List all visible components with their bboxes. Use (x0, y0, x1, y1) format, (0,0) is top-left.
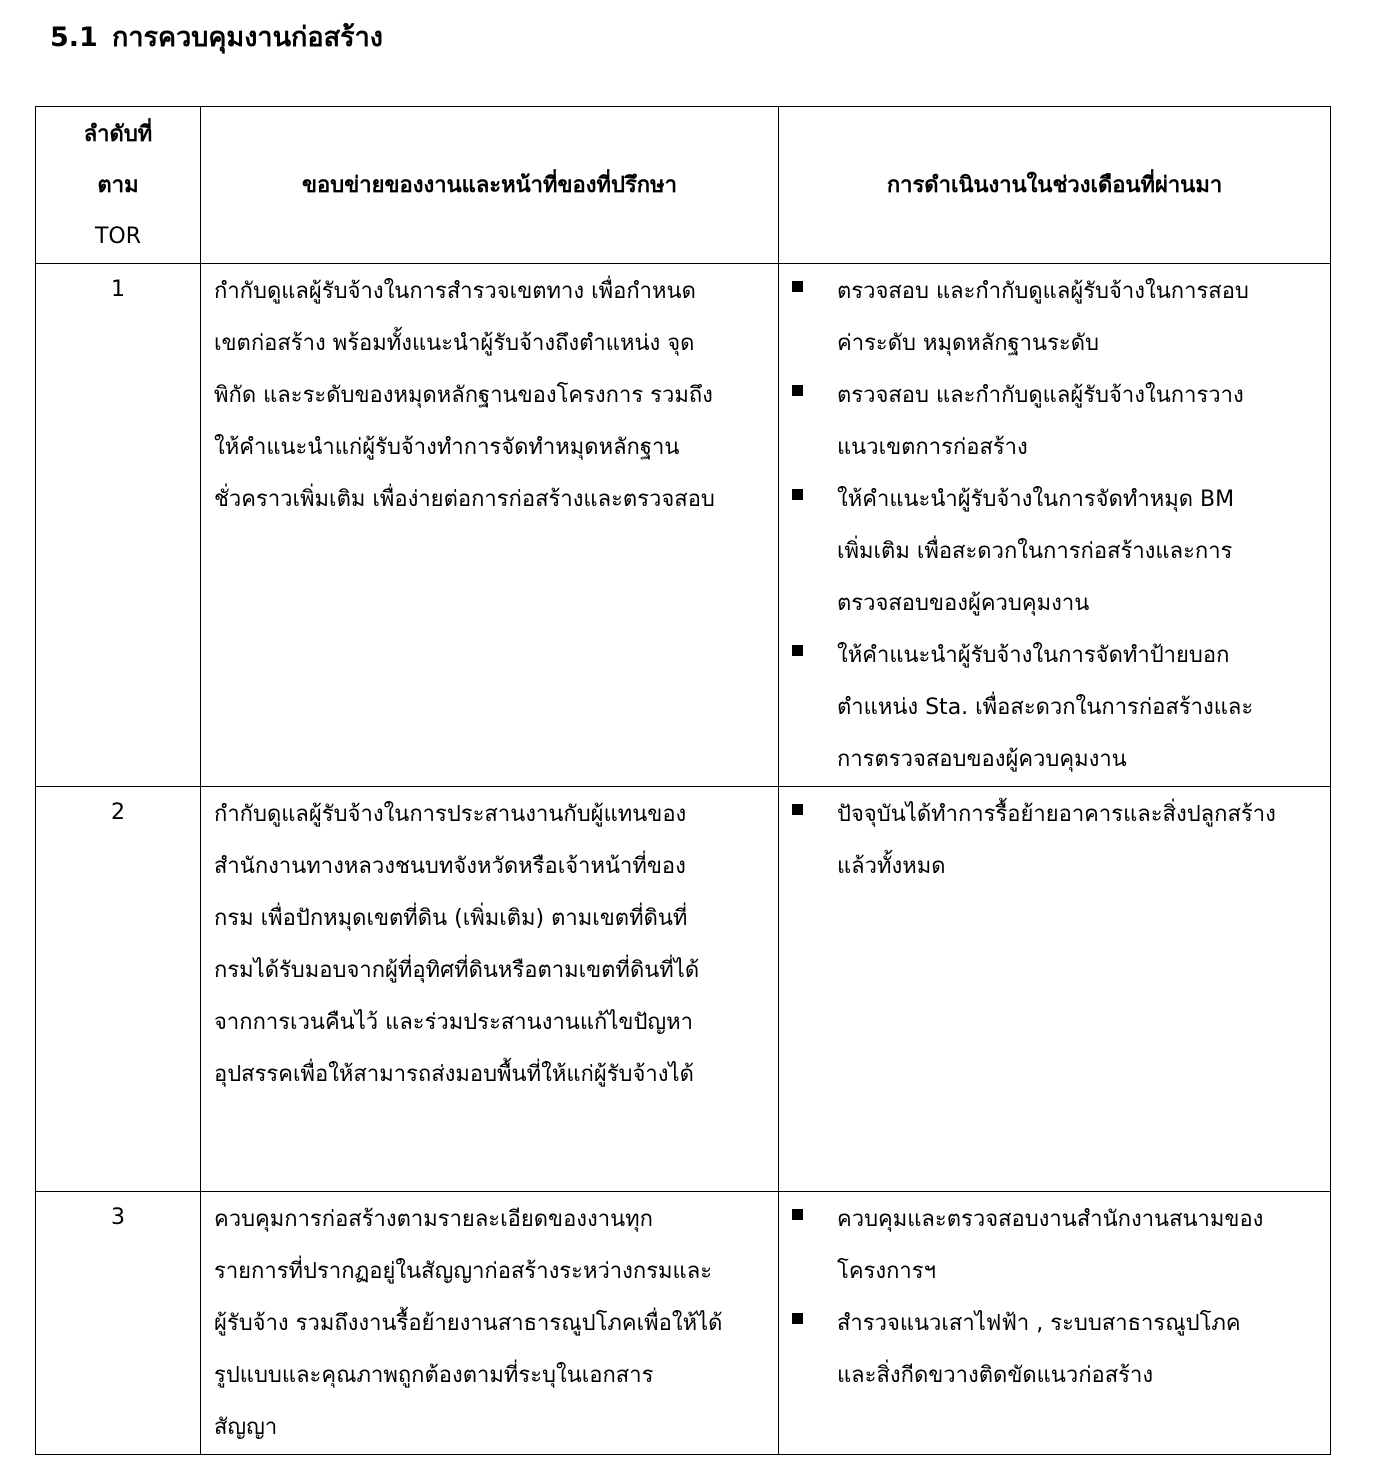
operation-text: ปัจจุบันได้ทำการรื้อย้ายอาคารและสิ่งปลูกสร้าง แล้วทั้งหมด (837, 802, 1276, 879)
square-bullet-icon (792, 489, 803, 500)
operation-text: ตรวจสอบ และกำกับดูแลผู้รับจ้างในการสอบ ค่าระดับ หมุดหลักฐานระดับ (837, 279, 1249, 356)
list-item (789, 474, 1318, 630)
operations-list (789, 1194, 1318, 1402)
table-row (36, 264, 1331, 787)
list-item (789, 370, 1318, 474)
operation-text: ให้คำแนะนำผู้รับจ้างในการจัดทำหมุด BM เพิ่มเติม เพื่อสะดวกในการก่อสร้างและการ ตรวจสอบของผู้ควบคุมงาน (837, 487, 1235, 616)
table-header-row (36, 107, 1331, 264)
row-scope: ควบคุมการก่อสร้างตามรายละเอียดของงานทุก รายการที่ปรากฏอยู่ในสัญญาก่อสร้างระหว่างกรมและ ผู้รับจ้าง รวมถึงงานรื้อย้ายงานสาธารณูปโภคเพื่อให้ได้ รูปแบบและคุณภาพถูกต้องตามที่ระบุในเอกสาร สัญญา (201, 1192, 779, 1455)
section-heading (50, 14, 383, 62)
operation-text: ตรวจสอบ และกำกับดูแลผู้รับจ้างในการวาง แนวเขตการก่อสร้าง (837, 383, 1244, 460)
tor-progress-table (35, 106, 1331, 1455)
square-bullet-icon (792, 1313, 803, 1324)
row-index: 2 (36, 787, 201, 1192)
operation-text: สำรวจแนวเสาไฟฟ้า , ระบบสาธารณูปโภค และสิ่งกีดขวางติดขัดแนวก่อสร้าง (837, 1311, 1241, 1388)
operations-list (789, 266, 1318, 786)
header-tor-index-line3: TOR (94, 223, 142, 249)
row-index: 3 (36, 1192, 201, 1455)
table-row (36, 787, 1331, 1192)
section-title: การควบคุมงานก่อสร้าง (112, 22, 383, 53)
header-tor-index (36, 107, 201, 264)
row-operations (779, 787, 1331, 1192)
list-item (789, 1194, 1318, 1298)
operations-list (789, 789, 1318, 893)
header-scope: ขอบข่ายของงานและหน้าที่ของที่ปรึกษา (201, 107, 779, 264)
row-scope: กำกับดูแลผู้รับจ้างในการประสานงานกับผู้แทนของ สำนักงานทางหลวงชนบทจังหวัดหรือเจ้าหน้าที่ของ กรม เพื่อปักหมุดเขตที่ดิน (เพิ่มเติม) ตามเขตที่ดินที่ กรมได้รับมอบจากผู้ที่อุทิศที่ดินหรือตามเขตที่ดินที่ได้ จากการเวนคืนไว้ และร่วมประสานงานแก้ไขปัญหา อุปสรรคเพื่อให้สามารถส่งมอบพื้นที่ให้แก่ผู้รับจ้างได้ (201, 787, 779, 1192)
square-bullet-icon (792, 645, 803, 656)
table-row (36, 1192, 1331, 1455)
header-tor-index-line2: ตาม (97, 172, 139, 198)
list-item (789, 266, 1318, 370)
list-item (789, 789, 1318, 893)
list-item (789, 630, 1318, 786)
square-bullet-icon (792, 1209, 803, 1220)
operation-text: ควบคุมและตรวจสอบงานสำนักงานสนามของ โครงการฯ (837, 1207, 1264, 1284)
header-tor-index-line1: ลำดับที่ (83, 121, 153, 147)
row-index: 1 (36, 264, 201, 787)
square-bullet-icon (792, 281, 803, 292)
row-operations (779, 264, 1331, 787)
header-operations: การดำเนินงานในช่วงเดือนที่ผ่านมา (779, 107, 1331, 264)
list-item (789, 1298, 1318, 1402)
section-number: 5.1 (50, 22, 98, 53)
square-bullet-icon (792, 385, 803, 396)
square-bullet-icon (792, 804, 803, 815)
row-operations (779, 1192, 1331, 1455)
operation-text: ให้คำแนะนำผู้รับจ้างในการจัดทำป้ายบอก ตำแหน่ง Sta. เพื่อสะดวกในการก่อสร้างและ การตรวจสอบของผู้ควบคุมงาน (837, 643, 1254, 772)
row-scope: กำกับดูแลผู้รับจ้างในการสำรวจเขตทาง เพื่อกำหนด เขตก่อสร้าง พร้อมทั้งแนะนำผู้รับจ้างถึงตำแหน่ง จุด พิกัด และระดับของหมุดหลักฐานของโครงการ รวมถึง ให้คำแนะนำแก่ผู้รับจ้างทำการจัดทำหมุดหลักฐาน ชั่วคราวเพิ่มเติม เพื่อง่ายต่อการก่อสร้างและตรวจสอบ (201, 264, 779, 787)
